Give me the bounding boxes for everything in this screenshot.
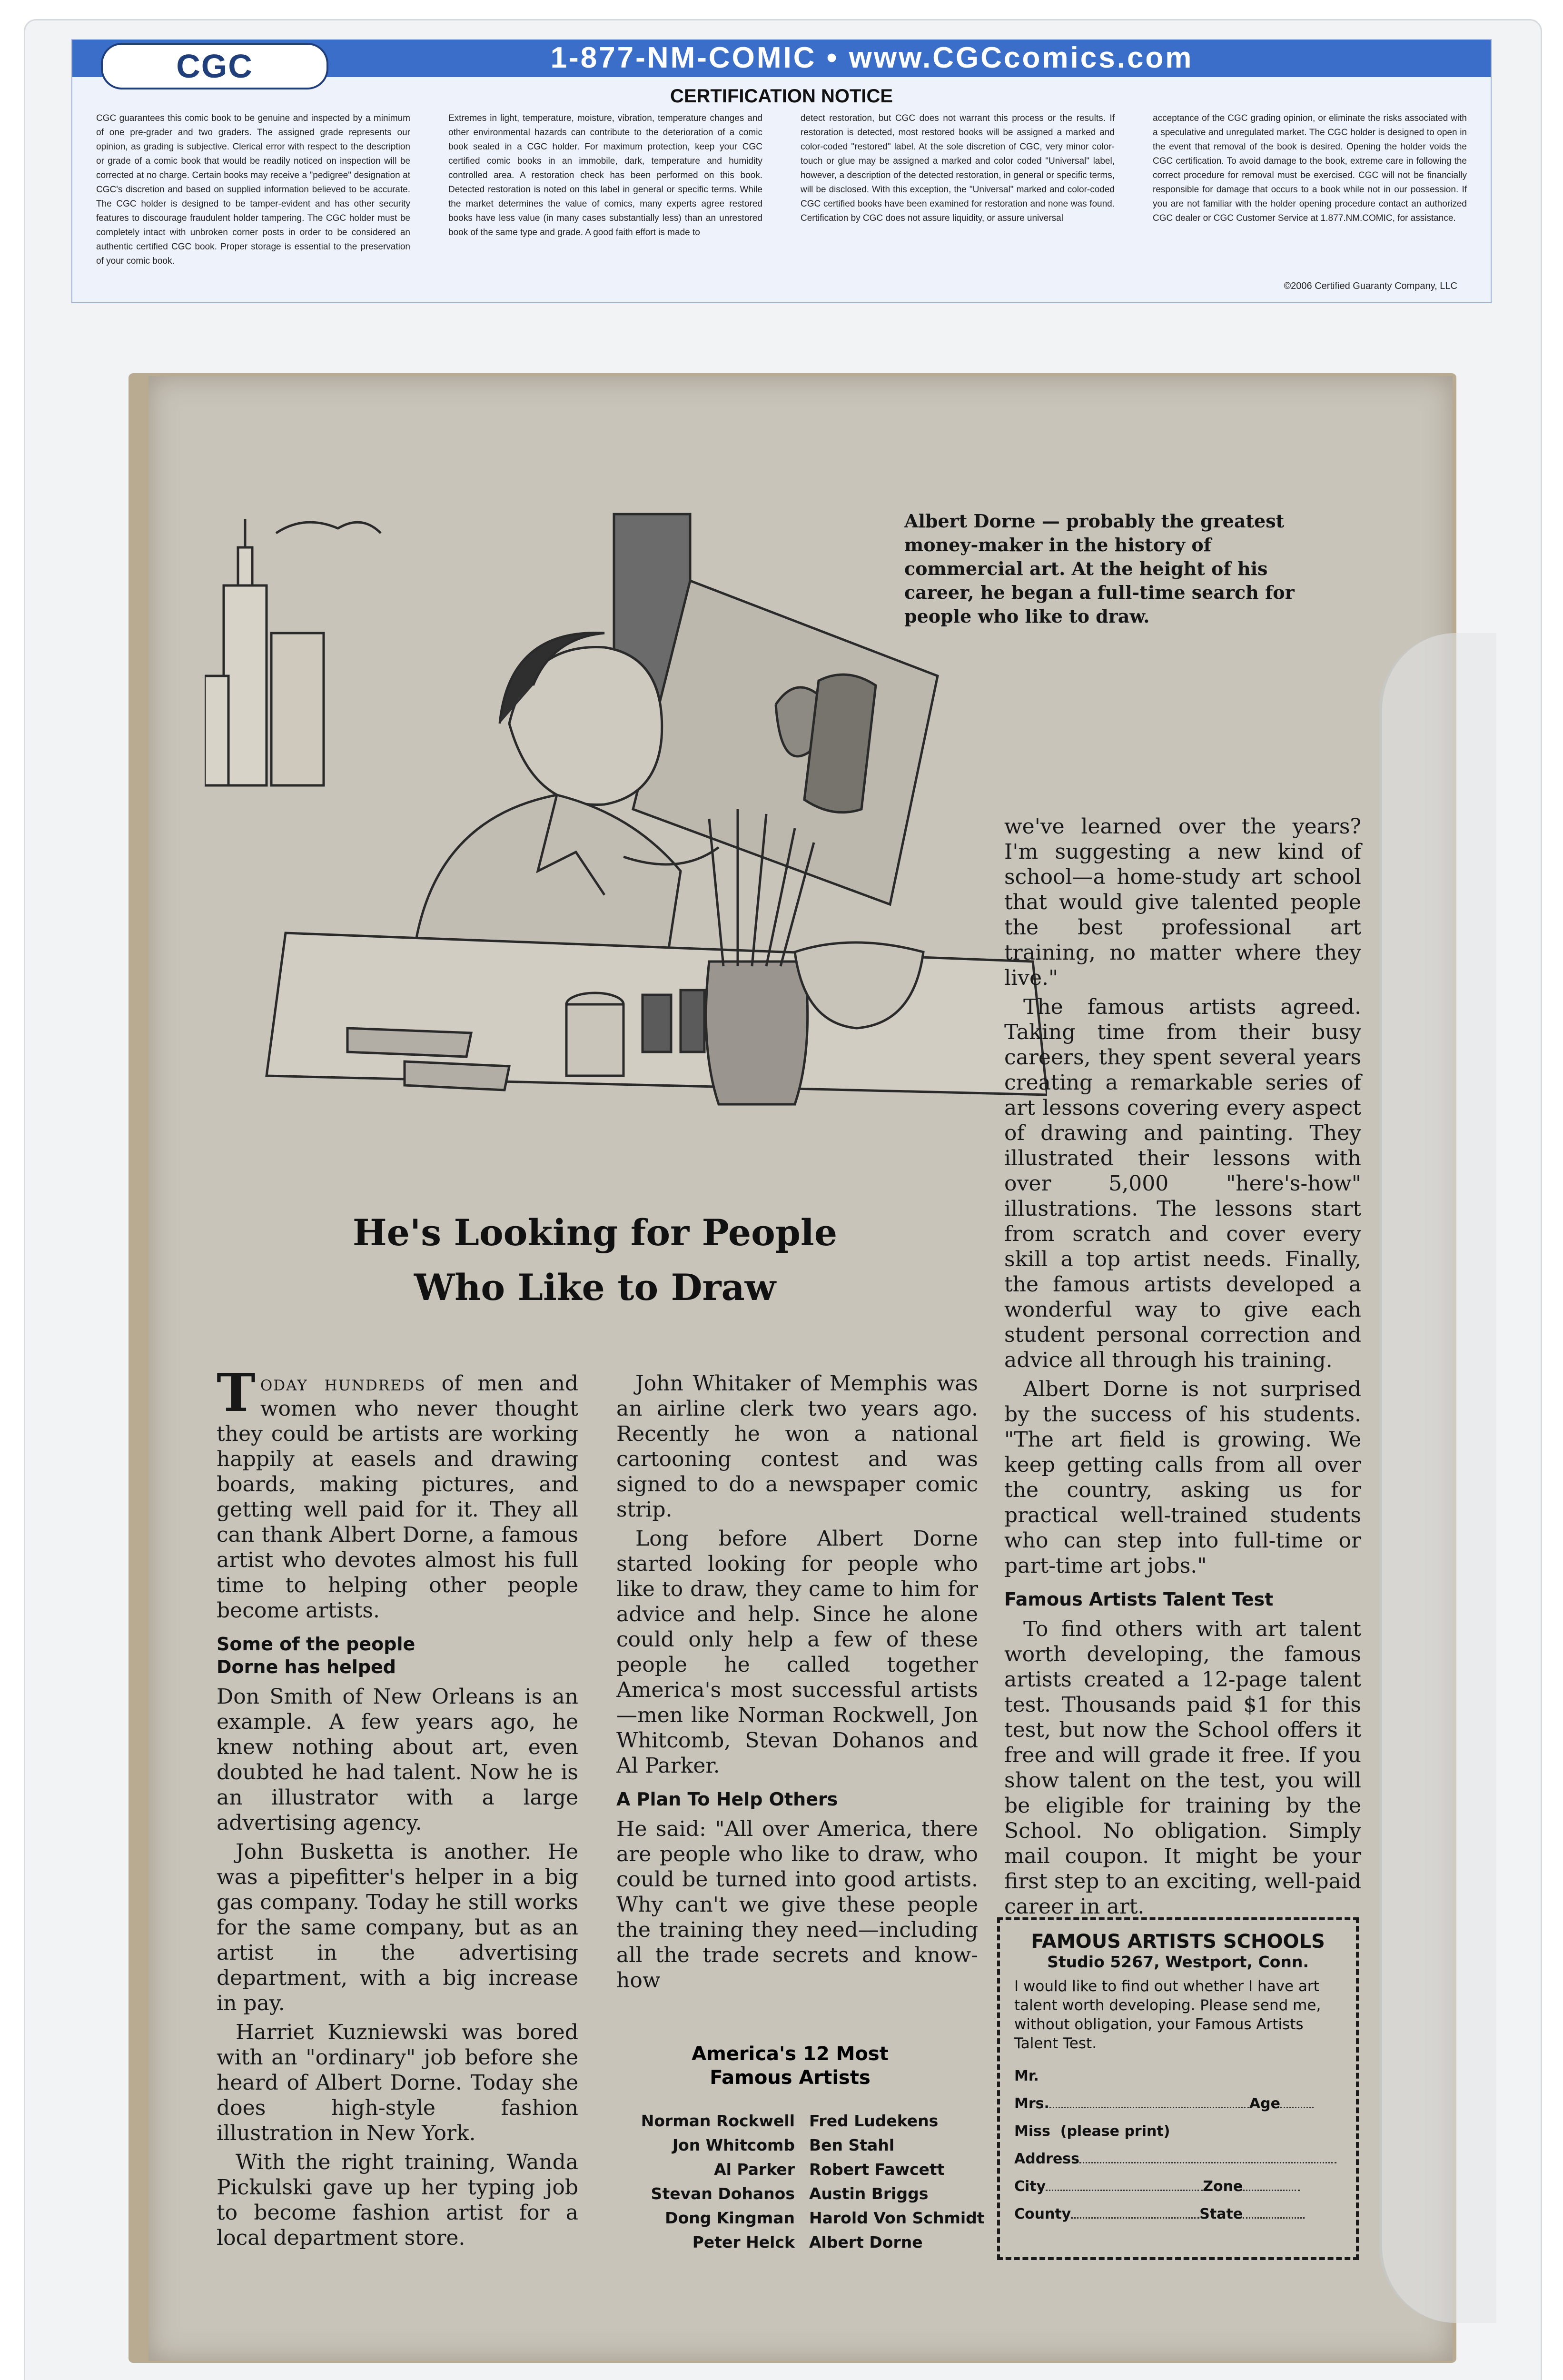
mail-coupon (997, 1917, 1359, 2260)
coupon-field-mrs (1014, 2090, 1342, 2118)
roster-title (619, 2042, 961, 2090)
artist-name: Fred Ludekens (809, 2112, 939, 2130)
field-label: State (1199, 2206, 1243, 2222)
subhead-line-1: Some of the people (217, 1634, 415, 1655)
paragraph: Harriet Kuzniewski was bored with an "ordinary" job before she heard of Albert Dorne. Today she does high-style fashion illustration in New York. (217, 2020, 578, 2145)
paragraph: we've learned over the years? I'm suggesting a new kind of school—a home-study art school that would give talented people the best professional art training, no matter where they live." (1004, 814, 1361, 990)
paragraph-text: of men and women who never thought they could be artists are working happily at easels and drawing boards, making pictures, and getting well paid for it. They all can thank Albert Dorne, a famous artist who devotes almost his full time to helping other people become artists. (217, 1371, 578, 1623)
coupon-address: Studio 5267, Westport, Conn. (1047, 1953, 1309, 1971)
field-note: (please print) (1060, 2123, 1170, 2140)
write-in-line (1079, 2162, 1336, 2163)
certification-label (71, 39, 1492, 303)
illustration-caption: Albert Dorne — probably the greatest money-maker in the history of commercial art. At the height of his career, he began a full-time search for people who like to draw. (904, 510, 1295, 627)
roster-row (595, 2157, 1004, 2182)
coupon-field-city (1014, 2173, 1342, 2201)
artist-name: Robert Fawcett (809, 2160, 945, 2179)
subhead-line-2: Dorne has helped (217, 1656, 396, 1677)
copyright: ©2006 Certified Guaranty Company, LLC (1284, 281, 1457, 291)
artist-name: Stevan Dohanos (651, 2184, 795, 2203)
artist-name: Al Parker (714, 2160, 795, 2179)
subhead (217, 1633, 578, 1678)
artist-name: Norman Rockwell (641, 2112, 795, 2130)
paragraph: To find others with art talent worth developing, the famous artists created a 12-page talent test. Thousands paid $1 for this test, but now the School offers it free and will grade it free. If you show talent on the test, you will be eligible for training by the School. No obligation. Simply mail coupon. It might be your first step to an exciting, well-paid career in art. (1004, 1617, 1361, 1919)
headline-line-2: Who Like to Draw (414, 1266, 776, 1309)
write-in-line (1046, 2190, 1203, 2191)
write-in-line (1243, 2217, 1305, 2219)
coupon-field-miss (1014, 2118, 1342, 2145)
coupon-title: FAMOUS ARTISTS SCHOOLS (1031, 1931, 1325, 1953)
subhead: Famous Artists Talent Test (1004, 1589, 1274, 1610)
paragraph: John Whitaker of Memphis was an airline clerk two years ago. Recently he won a national cartooning contest and was signed to do a newspaper comic strip. (616, 1371, 978, 1522)
artist-name: Dong Kingman (665, 2209, 795, 2227)
article-column-right (1004, 814, 1361, 1923)
coupon-field-county (1014, 2201, 1342, 2228)
article-column-left (217, 1362, 578, 2254)
field-label: Mr. (1014, 2068, 1039, 2084)
opening-small-caps: oday hundreds (260, 1371, 426, 1396)
drop-cap: T (217, 1362, 256, 1423)
field-label: Address (1014, 2151, 1080, 2167)
coupon-body: I would like to find out whether I have art talent worth developing. Please send me, without obligation, your Famous Artists Talent Test. (1014, 1978, 1321, 2052)
paragraph: John Busketta is another. He was a pipefitter's helper in a big gas company. Today he still works for the same company, but as an artist in the advertising department, with a big increase in pay. (217, 1840, 578, 2015)
artist-name: Austin Briggs (809, 2184, 929, 2203)
field-label: Zone (1203, 2178, 1243, 2195)
field-label: County (1014, 2206, 1071, 2222)
certification-title: CERTIFICATION NOTICE (670, 86, 893, 107)
artist-name: Jon Whitcomb (672, 2136, 795, 2154)
roster-row (595, 2206, 1004, 2230)
roster-title-line-1: America's 12 Most (692, 2043, 889, 2065)
field-label: Age (1249, 2095, 1280, 2112)
roster-row (595, 2133, 1004, 2157)
write-in-line (1280, 2107, 1314, 2108)
coupon-field-mr (1014, 2063, 1342, 2090)
paragraph: Long before Albert Dorne started looking for people who like to draw, they came to him for advice and help. Since he alone could only help a few of these people he called together America's most successful artists—men like Norman Rockwell, Jon Whitcomb, Stevan Dohanos and Al Parker. (616, 1527, 978, 1778)
field-label: City (1014, 2178, 1046, 2195)
write-in-line (1071, 2217, 1199, 2219)
write-in-line (1049, 2107, 1249, 2108)
paragraph: Don Smith of New Orleans is an example. A few years ago, he knew nothing about art, even doubted he had talent. Now he is an illustrator with a large advertising agency. (217, 1685, 578, 1835)
hotline-banner: 1-877-NM-COMIC • www.CGCcomics.com (550, 41, 1194, 74)
artist-name: Ben Stahl (809, 2136, 895, 2154)
roster-row (595, 2182, 1004, 2206)
paragraph (217, 1362, 578, 1623)
artist-name: Albert Dorne (809, 2233, 923, 2251)
headline-line-1: He's Looking for People (352, 1211, 838, 1254)
notice-column-1: CGC guarantees this comic book to be genuine and inspected by a minimum of one pre-grader and two graders. The assigned grade represents our opinion, as grading is subjective. Clerical error with respect to the description or grade of a comic book that would be readily noticed on inspection will be corrected at no charge. Certain books may receive a "pedigree" designation at CGC's discretion and based on supplied information believed to be accurate. The CGC holder is designed to be tamper-evident and has other security features to discourage fraudulent holder tampering. The CGC holder must be completely intact with unbroken corner posts in order to be considered an authentic certified CGC book. Proper storage is essential to the preservation of your comic book. (96, 113, 410, 266)
paragraph: The famous artists agreed. Taking time from their busy careers, they spent several years creating a remarkable series of art lessons covering every aspect of drawing and painting. They illustrated their lessons with over 5,000 "here's-how" illustrations. The lessons start from scratch and cover every skill a top artist needs. Finally, the famous artists developed a wonderful way to give each student personal correction and advice all through his training. (1004, 995, 1361, 1372)
notice-column-2: Extremes in light, temperature, moisture, vibration, temperature changes and other environmental hazards can contribute to the deterioration of a comic book sealed in a CGC holder. For maximum protection, keep your CGC certified comic books in an immobile, dark, temperature and humidity controlled area. A restoration check has been performed on this book. Detected restoration is noted on this label in general or specific terms. While the market determines the value of comics, many experts agree restored books have less value (in many cases substantially less) than an unrestored book of the same type and grade. A good faith effort is made to (448, 113, 762, 238)
paragraph: With the right training, Wanda Pickulski gave up her typing job to become fashion artist for a local department store. (217, 2150, 578, 2250)
paragraph: Albert Dorne is not surprised by the success of his students. "The art field is growing. We keep getting calls from all over the country, asking us for practical well-trained students who can step into full-time or part-time art jobs." (1004, 1377, 1361, 1578)
write-in-line (1243, 2190, 1300, 2191)
roster-title-line-2: Famous Artists (710, 2067, 871, 2089)
field-label: Mrs. (1014, 2095, 1049, 2112)
roster-row (595, 2230, 1004, 2254)
field-label: Miss (1014, 2123, 1050, 2140)
cgc-logo (101, 43, 328, 89)
article-column-middle (616, 1371, 978, 1997)
artist-name: Harold Von Schmidt (809, 2209, 985, 2227)
subhead: A Plan To Help Others (616, 1789, 838, 1810)
coupon-field-address (1014, 2145, 1342, 2173)
holder-slot (1379, 633, 1496, 2323)
notice-column-3: detect restoration, but CGC does not warrant this process or the results. If restoration is detected, most restored books will be assigned a marked and color-coded "restored" label. At the sole discretion of CGC, very minor color-touch or glue may be assigned a marked and color coded "Universal" label, however, a description of the detected restoration, in general or specific terms, will be disclosed. With this exception, the "Universal" marked and color-coded CGC certified books have been examined for restoration and none was found. Certification by CGC does not assure liquidity, or assure universal (801, 113, 1115, 223)
logo-text: CGC (176, 48, 253, 85)
artist-roster (595, 2109, 1004, 2254)
paragraph: He said: "All over America, there are people who like to draw, who could be turned into good artists. Why can't we give these people the training they need—including all the trade secrets and know-how (616, 1817, 978, 1993)
artist-name: Peter Helck (692, 2233, 795, 2251)
roster-row (595, 2109, 1004, 2133)
notice-column-4: acceptance of the CGC grading opinion, or eliminate the risks associated with a speculative and unregulated market. The CGC holder is designed to open in the event that removal of the book is desired. Opening the holder voids the CGC certification. To avoid damage to the book, extreme care in following the correct procedure for removal must be exercised. CGC will not be financially responsible for damage that occurs to a book while not in our possession. If you are not familiar with the holder opening procedure contact an authorized CGC dealer or CGC Customer Service at 1.877.NM.COMIC, for assistance. (1153, 113, 1467, 223)
